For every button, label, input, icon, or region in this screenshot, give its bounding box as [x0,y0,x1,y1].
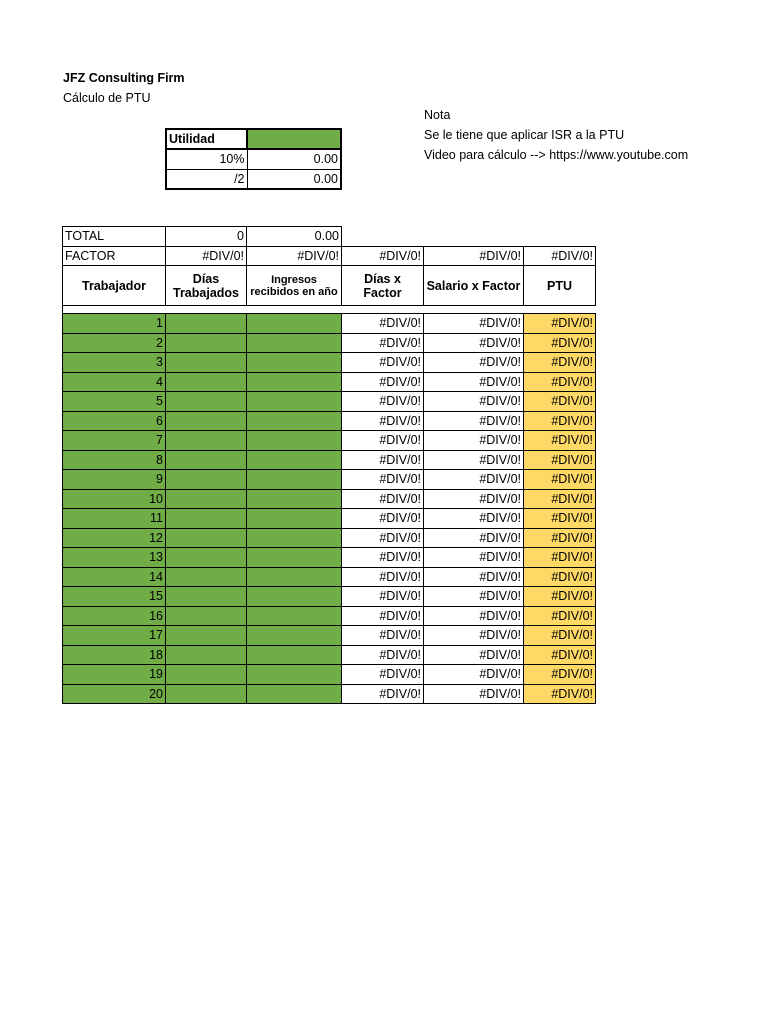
col-header-dias-x-factor: Días x Factor [342,266,424,306]
dias-trabajados-input[interactable] [166,470,247,490]
total-ingresos[interactable]: 0.00 [247,227,342,247]
dias-trabajados-input[interactable] [166,411,247,431]
table-row [63,450,596,470]
ingresos-input[interactable] [247,684,342,704]
salario-x-factor-cell[interactable]: #DIV/0! [424,470,524,490]
dias-x-factor-cell[interactable]: #DIV/0! [342,333,424,353]
ingresos-input[interactable] [247,353,342,373]
col-header-salario-x-factor: Salario x Factor [424,266,524,306]
dias-x-factor-cell[interactable]: #DIV/0! [342,684,424,704]
ingresos-input[interactable] [247,314,342,334]
dias-trabajados-input[interactable] [166,606,247,626]
worker-number[interactable]: 8 [63,450,166,470]
dias-x-factor-cell[interactable]: #DIV/0! [342,645,424,665]
col-header-ingresos: Ingresos recibidos en año [247,266,342,306]
empty-cell [342,227,424,247]
table-row [63,665,596,685]
ptu-cell[interactable]: #DIV/0! [524,528,596,548]
dias-trabajados-input[interactable] [166,684,247,704]
ingresos-input[interactable] [247,450,342,470]
ingresos-input[interactable] [247,548,342,568]
dias-x-factor-cell[interactable]: #DIV/0! [342,489,424,509]
note-line-isr: Se le tiene que aplicar ISR a la PTU [424,128,625,142]
table-row [63,431,596,451]
ingresos-input[interactable] [247,626,342,646]
salario-x-factor-cell[interactable]: #DIV/0! [424,333,524,353]
ptu-cell[interactable]: #DIV/0! [524,353,596,373]
ingresos-input[interactable] [247,489,342,509]
ptu-cell[interactable]: #DIV/0! [524,509,596,529]
table-row [63,509,596,529]
ingresos-input[interactable] [247,665,342,685]
spacer-row [63,306,596,314]
col-header-dias-trabajados: Días Trabajados [166,266,247,306]
note-line-video[interactable]: Video para cálculo --> https://www.youtube.com [424,148,689,162]
factor-row [63,246,596,266]
dias-x-factor-cell[interactable]: #DIV/0! [342,411,424,431]
note-title: Nota [424,108,451,122]
salario-x-factor-cell[interactable]: #DIV/0! [424,509,524,529]
salario-x-factor-cell[interactable]: #DIV/0! [424,450,524,470]
note-block [424,108,689,170]
company-name: JFZ Consulting Firm [63,71,185,85]
salario-x-factor-cell[interactable]: #DIV/0! [424,489,524,509]
table-row [63,470,596,490]
ptu-cell[interactable]: #DIV/0! [524,684,596,704]
factor-label: FACTOR [63,246,166,266]
ingresos-input[interactable] [247,509,342,529]
factor-dias-x-factor[interactable]: #DIV/0! [342,246,424,266]
salario-x-factor-cell[interactable]: #DIV/0! [424,528,524,548]
dias-x-factor-cell[interactable]: #DIV/0! [342,372,424,392]
ptu-cell[interactable]: #DIV/0! [524,450,596,470]
dias-trabajados-input[interactable] [166,567,247,587]
half-label: /2 [166,169,247,189]
ptu-cell[interactable]: #DIV/0! [524,411,596,431]
worker-number[interactable]: 10 [63,489,166,509]
table-row [63,372,596,392]
ingresos-input[interactable] [247,431,342,451]
ingresos-input[interactable] [247,606,342,626]
factor-ptu[interactable]: #DIV/0! [524,246,596,266]
worker-number[interactable]: 14 [63,567,166,587]
half-value[interactable]: 0.00 [247,169,341,189]
worker-number[interactable]: 1 [63,314,166,334]
ingresos-input[interactable] [247,392,342,412]
table-row [63,548,596,568]
utilidad-label: Utilidad [166,129,247,149]
factor-salario-x-factor[interactable]: #DIV/0! [424,246,524,266]
dias-trabajados-input[interactable] [166,645,247,665]
table-row [63,333,596,353]
table-row [63,606,596,626]
pct-value[interactable]: 0.00 [247,149,341,169]
ptu-cell[interactable]: #DIV/0! [524,470,596,490]
ptu-cell[interactable]: #DIV/0! [524,645,596,665]
dias-trabajados-input[interactable] [166,665,247,685]
sheet-subtitle: Cálculo de PTU [63,91,151,105]
utilidad-table [165,128,342,190]
worker-number[interactable]: 13 [63,548,166,568]
ptu-cell[interactable]: #DIV/0! [524,587,596,607]
col-header-trabajador: Trabajador [63,266,166,306]
dias-x-factor-cell[interactable]: #DIV/0! [342,314,424,334]
ingresos-input[interactable] [247,528,342,548]
dias-x-factor-cell[interactable]: #DIV/0! [342,509,424,529]
worker-number[interactable]: 16 [63,606,166,626]
dias-trabajados-input[interactable] [166,528,247,548]
ptu-cell[interactable]: #DIV/0! [524,548,596,568]
worker-number[interactable]: 11 [63,509,166,529]
ingresos-input[interactable] [247,645,342,665]
dias-x-factor-cell[interactable]: #DIV/0! [342,567,424,587]
ptu-cell[interactable]: #DIV/0! [524,333,596,353]
table-row [63,353,596,373]
worker-number[interactable]: 4 [63,372,166,392]
ingresos-input[interactable] [247,333,342,353]
dias-x-factor-cell[interactable]: #DIV/0! [342,392,424,412]
dias-trabajados-input[interactable] [166,587,247,607]
table-row [63,528,596,548]
table-row [63,626,596,646]
salario-x-factor-cell[interactable]: #DIV/0! [424,645,524,665]
worker-number[interactable]: 20 [63,684,166,704]
worker-number[interactable]: 3 [63,353,166,373]
table-row [63,489,596,509]
ptu-cell[interactable]: #DIV/0! [524,567,596,587]
dias-trabajados-input[interactable] [166,450,247,470]
salario-x-factor-cell[interactable]: #DIV/0! [424,372,524,392]
dias-x-factor-cell[interactable]: #DIV/0! [342,528,424,548]
dias-x-factor-cell[interactable]: #DIV/0! [342,470,424,490]
dias-trabajados-input[interactable] [166,372,247,392]
empty-cell [424,227,524,247]
salario-x-factor-cell[interactable]: #DIV/0! [424,392,524,412]
salario-x-factor-cell[interactable]: #DIV/0! [424,626,524,646]
table-row [63,587,596,607]
total-label: TOTAL [63,227,166,247]
salario-x-factor-cell[interactable]: #DIV/0! [424,665,524,685]
salario-x-factor-cell[interactable]: #DIV/0! [424,411,524,431]
salario-x-factor-cell[interactable]: #DIV/0! [424,353,524,373]
col-header-ptu: PTU [524,266,596,306]
ptu-cell[interactable]: #DIV/0! [524,606,596,626]
dias-x-factor-cell[interactable]: #DIV/0! [342,548,424,568]
column-header-row [63,266,596,306]
salario-x-factor-cell[interactable]: #DIV/0! [424,587,524,607]
empty-cell [524,227,596,247]
utilidad-input[interactable] [247,129,341,149]
ingresos-input[interactable] [247,470,342,490]
dias-trabajados-input[interactable] [166,314,247,334]
salario-x-factor-cell[interactable]: #DIV/0! [424,684,524,704]
ingresos-input[interactable] [247,587,342,607]
ptu-cell[interactable]: #DIV/0! [524,665,596,685]
salario-x-factor-cell[interactable]: #DIV/0! [424,314,524,334]
dias-trabajados-input[interactable] [166,353,247,373]
worker-number[interactable]: 18 [63,645,166,665]
dias-trabajados-input[interactable] [166,626,247,646]
salario-x-factor-cell[interactable]: #DIV/0! [424,606,524,626]
worker-number[interactable]: 2 [63,333,166,353]
factor-dias[interactable]: #DIV/0! [166,246,247,266]
factor-ingresos[interactable]: #DIV/0! [247,246,342,266]
worker-number[interactable]: 7 [63,431,166,451]
total-row [63,227,596,247]
salario-x-factor-cell[interactable]: #DIV/0! [424,567,524,587]
pct-label: 10% [166,149,247,169]
worker-number[interactable]: 17 [63,626,166,646]
dias-trabajados-input[interactable] [166,548,247,568]
ptu-cell[interactable]: #DIV/0! [524,431,596,451]
total-dias[interactable]: 0 [166,227,247,247]
worker-number[interactable]: 12 [63,528,166,548]
worker-number[interactable]: 6 [63,411,166,431]
dias-x-factor-cell[interactable]: #DIV/0! [342,353,424,373]
worker-number[interactable]: 5 [63,392,166,412]
worker-number[interactable]: 19 [63,665,166,685]
dias-x-factor-cell[interactable]: #DIV/0! [342,587,424,607]
dias-x-factor-cell[interactable]: #DIV/0! [342,431,424,451]
table-row [63,314,596,334]
dias-x-factor-cell[interactable]: #DIV/0! [342,665,424,685]
table-row [63,645,596,665]
salario-x-factor-cell[interactable]: #DIV/0! [424,431,524,451]
dias-x-factor-cell[interactable]: #DIV/0! [342,626,424,646]
worker-number[interactable]: 9 [63,470,166,490]
ptu-table [62,226,596,704]
salario-x-factor-cell[interactable]: #DIV/0! [424,548,524,568]
dias-trabajados-input[interactable] [166,489,247,509]
dias-trabajados-input[interactable] [166,431,247,451]
table-row [63,684,596,704]
ingresos-input[interactable] [247,411,342,431]
spacer-cell [63,306,596,314]
ptu-cell[interactable]: #DIV/0! [524,489,596,509]
dias-trabajados-input[interactable] [166,392,247,412]
dias-x-factor-cell[interactable]: #DIV/0! [342,450,424,470]
dias-x-factor-cell[interactable]: #DIV/0! [342,606,424,626]
ptu-cell[interactable]: #DIV/0! [524,372,596,392]
ptu-cell[interactable]: #DIV/0! [524,392,596,412]
ingresos-input[interactable] [247,372,342,392]
dias-trabajados-input[interactable] [166,333,247,353]
table-row [63,567,596,587]
table-row [63,392,596,412]
ptu-cell[interactable]: #DIV/0! [524,626,596,646]
ingresos-input[interactable] [247,567,342,587]
worker-number[interactable]: 15 [63,587,166,607]
table-row [63,411,596,431]
ptu-cell[interactable]: #DIV/0! [524,314,596,334]
dias-trabajados-input[interactable] [166,509,247,529]
